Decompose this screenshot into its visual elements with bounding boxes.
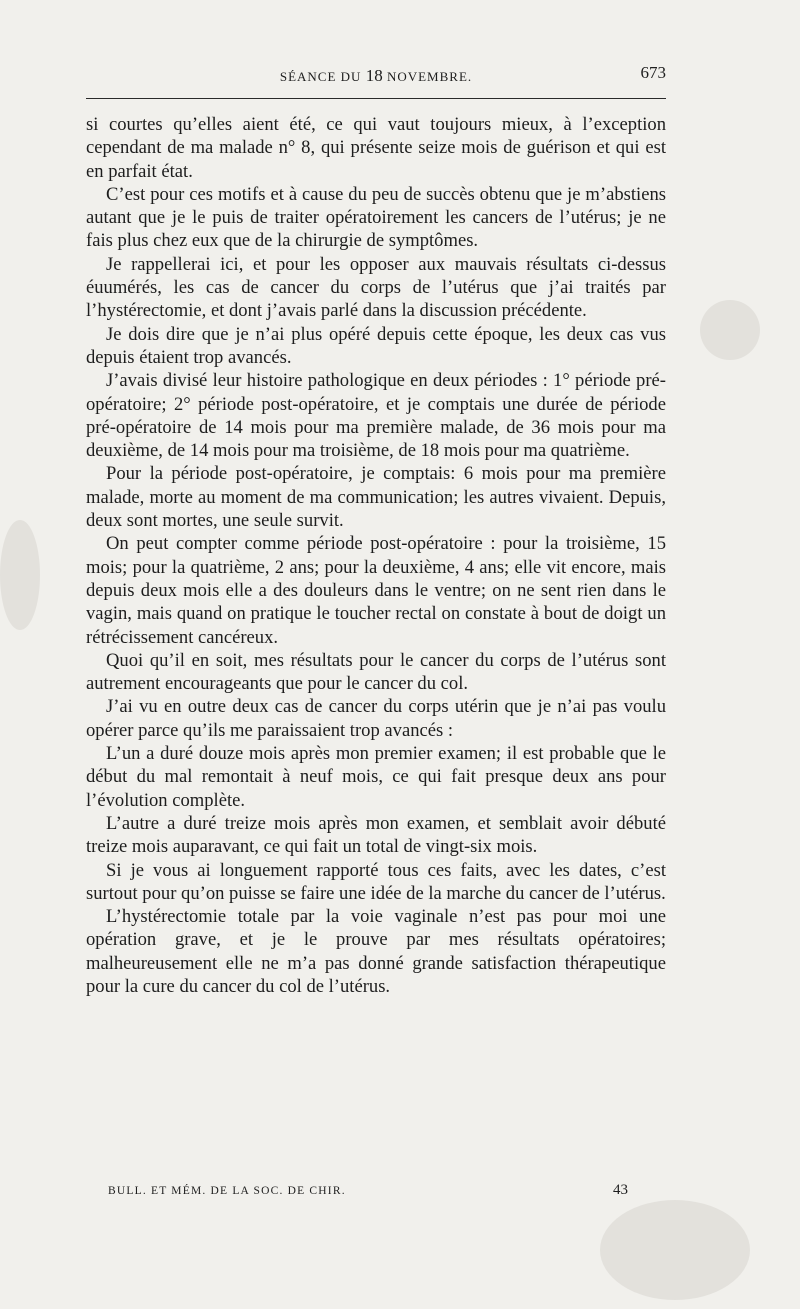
paragraph: C’est pour ces motifs et à cause du peu de succès obtenu que je m’abstiens autant que je le puis de traiter opératoirement les cancers de l’utérus; je ne fais plus chez eux que de la chirurgie de symptômes. xyxy=(86,183,666,252)
paragraph: L’un a duré douze mois après mon premier examen; il est probable que le début du mal remontait à neuf mois, ce qui fait presque deux ans pour l’évolution complète. xyxy=(86,743,666,811)
paragraph: J’ai vu en outre deux cas de cancer du corps utérin que je n’ai pas voulu opérer parce qu’ils me paraissaient trop avancés : xyxy=(86,696,666,741)
body-text xyxy=(86,113,666,998)
page-footer xyxy=(108,1182,628,1204)
paragraph: Je rappellerai ici, et pour les opposer aux mauvais résultats ci-dessus éuumérés, les cas de cancer du corps de l’utérus que j’ai traités par l’hystérectomie, et dont j’avais parlé dans la discussion précédente. xyxy=(86,253,666,322)
paragraph: L’autre a duré treize mois après mon examen, et semblait avoir débuté treize mois auparavant, ce qui fait un total de vingt-six mois. xyxy=(86,812,666,858)
paragraph: On peut compter comme période post-opératoire : pour la troisième, 15 mois; pour la quatrième, 2 ans; pour la deuxième, 4 ans; elle vit encore, mais depuis deux mois elle a des douleurs dans le ventre; on ne sent rien dans le vagin, mais quand on pratique le toucher rectal on constate à bout de doigt un rétrécissement cancéreux. xyxy=(86,533,666,648)
paragraph: Je dois dire que je n’ai plus opéré depuis cette époque, les deux cas vus depuis étaient trop avancés. xyxy=(86,323,666,368)
paragraph: L’hystérectomie totale par la voie vaginale n’est pas pour moi une opération grave, et je le prouve par mes résultats opératoires; malheureusement elle ne m’a pas donné grande satisfaction thérapeutique pour la cure du cancer du col de l’utérus. xyxy=(86,906,666,997)
paper-stain xyxy=(600,1200,750,1300)
paragraph: Pour la période post-opératoire, je comptais: 6 mois pour ma première malade, morte au moment de ma communication; les autres vivaient. Depuis, deux sont mortes, une seule survit. xyxy=(86,463,666,532)
page-number: 673 xyxy=(640,63,666,82)
paper-stain xyxy=(700,300,760,360)
footer-signature: BULL. ET MÉM. DE LA SOC. DE CHIR. xyxy=(108,1185,346,1197)
header-rule xyxy=(86,98,666,99)
header-title: SÉANCE DU 18 NOVEMBRE. xyxy=(279,66,473,85)
signature-mark: 43 xyxy=(613,1182,628,1198)
paragraph: Si je vous ai longuement rapporté tous ces faits, avec les dates, c’est surtout pour qu’on puisse se faire une idée de la marche du cancer de l’utérus. xyxy=(86,859,666,904)
paragraph: Quoi qu’il en soit, mes résultats pour le cancer du corps de l’utérus sont autrement encourageants que pour le cancer du col. xyxy=(86,649,666,695)
paper-stain xyxy=(0,520,40,630)
running-header xyxy=(86,62,666,86)
paragraph: J’avais divisé leur histoire pathologique en deux périodes : 1° période pré-opératoire; 2° période post-opératoire, et je comptais une durée de période pré-opératoire de 14 mois pour ma première malade, de 36 mois pour ma deuxième, de 14 mois pour ma troisième, de 18 mois pour ma quatrième. xyxy=(86,370,666,462)
paragraph: si courtes qu’elles aient été, ce qui vaut toujours mieux, à l’exception cependant de ma malade n° 8, qui présente seize mois de guérison et qui est en parfait état. xyxy=(86,114,666,182)
